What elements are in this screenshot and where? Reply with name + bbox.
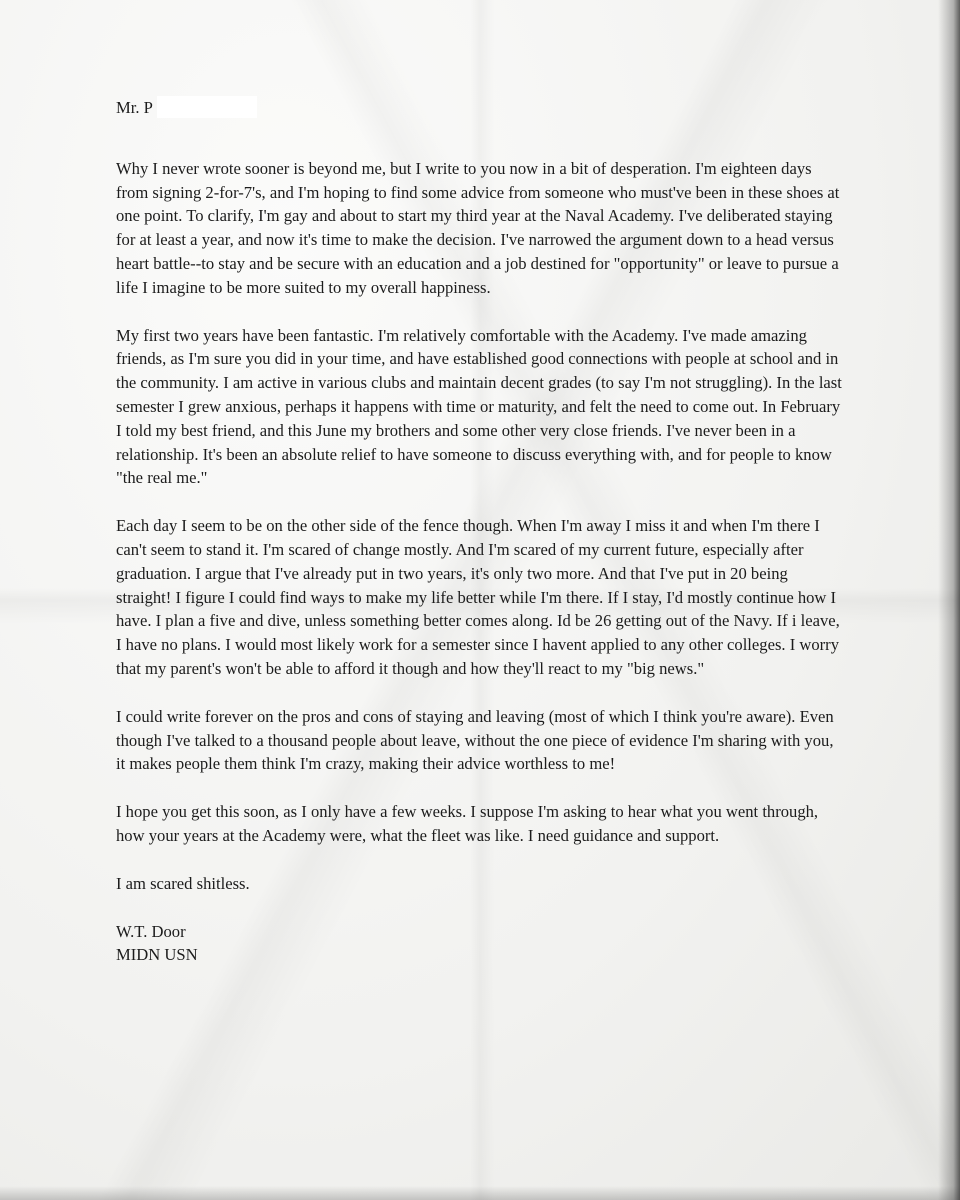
redaction-box (157, 96, 257, 118)
paragraph-2: My first two years have been fantastic. I'm relatively comfortable with the Academy. I've made amazing friends, as I'm sure you did in your time, and have established good connections with people at school and in the community. I am active in various clubs and maintain decent grades (to say I'm not struggling). In the last semester I grew anxious, perhaps it happens with time or maturity, and felt the need to come out. In February I told my best friend, and this June my brothers and some other very close friends. I've never been in a relationship. It's been an absolute relief to have someone to discuss everything with, and for people to know "the real me." (116, 325, 842, 488)
page-edge-shadow (938, 0, 960, 1200)
signature-title: MIDN USN (116, 945, 198, 965)
paragraph-4: I could write forever on the pros and cons of staying and leaving (most of which I think you're aware). Even though I've talked to a thousand people about leave, without the one piece of evidence I'm sharing with you, it makes people them think I'm crazy, making their advice worthless to me! (116, 706, 834, 774)
salutation: Mr. P (116, 98, 153, 117)
paragraph-5: I hope you get this soon, as I only have a few weeks. I suppose I'm asking to hear what you went through, how your years at the Academy were, what the fleet was like. I need guidance and support. (116, 802, 819, 845)
page-bottom-shadow (0, 1186, 960, 1200)
signature-block (116, 920, 846, 968)
paragraph-1: Why I never wrote sooner is beyond me, but I write to you now in a bit of desperation. I'm eighteen days from signing 2-for-7's, and I'm hoping to find some advice from someone who must've been in these shoes at one point. To clarify, I'm gay and about to start my third year at the Naval Academy. I've deliberated staying for at least a year, and now it's time to make the decision. I've narrowed the argument down to a head versus heart battle--to stay and be secure with an education and a job destined for "opportunity" or leave to pursue a life I imagine to be more suited to my overall happiness. (116, 158, 840, 297)
letter-body (116, 96, 846, 967)
signature-name: W.T. Door (116, 921, 186, 941)
closing-line: I am scared shitless. (116, 873, 250, 893)
salutation-line (116, 96, 846, 120)
paragraph-3: Each day I seem to be on the other side of the fence though. When I'm away I miss it and when I'm there I can't seem to stand it. I'm scared of change mostly. And I'm scared of my current future, especially after graduation. I argue that I've already put in two years, it's only two more. And that I've put in 20 being straight! I figure I could find ways to make my life better while I'm there. If I stay, I'd mostly continue how I have. I plan a five and dive, unless something better comes along. Id be 26 getting out of the Navy. If i leave, I have no plans. I would most likely work for a semester since I havent applied to any other colleges. I worry that my parent's won't be able to afford it though and how they'll react to my "big news." (116, 516, 840, 678)
